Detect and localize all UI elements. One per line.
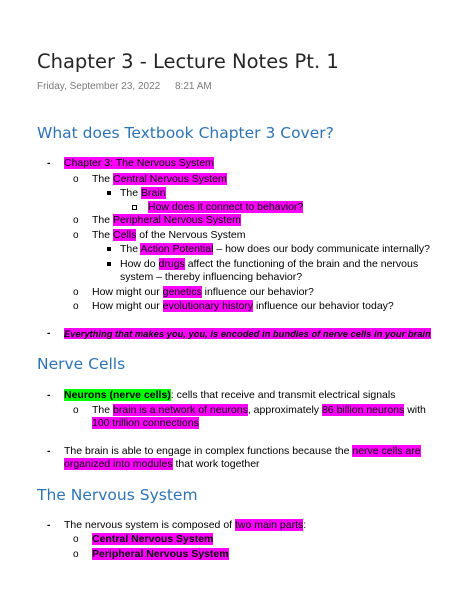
highlight: Cells [113, 229, 137, 241]
circle-bullet: o [73, 215, 79, 226]
circle-bullet: o [73, 287, 79, 298]
highlight: Peripheral Nervous System [92, 548, 229, 560]
highlight: Everything that makes you, you, is encoded in bundles of nerve cells in your brain [64, 328, 431, 339]
outline-item: Neurons (nerve cells): cells that receive and transmit electrical signals [64, 389, 396, 401]
dash-bullet: - [47, 327, 51, 339]
highlight: two main parts [235, 519, 304, 531]
highlight: How does it connect to behavior? [148, 201, 304, 213]
section-heading-textbook: What does Textbook Chapter 3 Cover? [37, 124, 334, 142]
outline-item: The nervous system is composed of two main parts: [64, 519, 307, 531]
outline-item [92, 548, 229, 561]
outline-item: The brain is a network of neurons, approximately 86 billion neurons with [92, 404, 426, 416]
highlight: drugs [158, 258, 185, 270]
outline-item [148, 201, 303, 214]
highlight: organized into modules [64, 458, 173, 470]
dash-bullet: - [47, 519, 51, 531]
dash-bullet: - [47, 157, 51, 169]
page-date: Friday, September 23, 2022 [37, 81, 161, 92]
outline-item [64, 157, 214, 170]
outline-item [92, 533, 213, 546]
outline-item: The Central Nervous System [92, 173, 227, 185]
highlight-green: Neurons (nerve cells) [64, 389, 171, 401]
outline-item: The Action Potential – how does our body communicate internally? [120, 243, 430, 255]
square-bullet [107, 247, 111, 251]
highlight: Central Nervous System [92, 533, 214, 545]
highlight: Central Nervous System [113, 173, 227, 185]
circle-bullet: o [73, 549, 79, 560]
dash-bullet: - [47, 389, 51, 401]
page-time: 8:21 AM [175, 81, 212, 92]
highlight: brain is a network of neurons [113, 404, 248, 416]
square-bullet [107, 191, 111, 195]
highlight: evolutionary history [162, 300, 254, 312]
circle-bullet: o [73, 534, 79, 545]
section-heading-nervous-system: The Nervous System [37, 486, 198, 504]
outline-item: How do drugs affect the functioning of the brain and the nervous [120, 258, 419, 270]
highlight: 86 billion neurons [321, 404, 405, 416]
highlight: Peripheral Nervous System [113, 214, 241, 226]
key-takeaway [64, 327, 431, 340]
outline-item-continued: organized into modules that work together [64, 458, 260, 470]
outline-item: The Cells of the Nervous System [92, 229, 246, 241]
highlight: Chapter 3: The Nervous System [64, 157, 214, 169]
highlight: genetics [162, 286, 202, 298]
highlight: 100 trillion connections [92, 417, 199, 429]
circle-bullet: o [73, 174, 79, 185]
outline-item: How might our genetics influence our behavior? [92, 286, 314, 298]
square-bullet [107, 262, 111, 266]
dash-bullet: - [47, 445, 51, 457]
outline-item-continued [92, 417, 199, 430]
circle-bullet: o [73, 230, 79, 241]
outline-item-continued: system – thereby influencing behavior? [120, 271, 303, 283]
hollow-square-bullet [132, 205, 137, 210]
highlight: nerve cells are [352, 445, 421, 457]
outline-item: The Brain [120, 187, 166, 199]
outline-item: The brain is able to engage in complex functions because the nerve cells are [64, 445, 421, 457]
outline-item: The Peripheral Nervous System [92, 214, 241, 226]
highlight: Brain [141, 187, 166, 199]
page-title: Chapter 3 - Lecture Notes Pt. 1 [37, 50, 339, 73]
circle-bullet: o [73, 405, 79, 416]
highlight: Action Potential [140, 243, 214, 255]
outline-item: How might our evolutionary history influence our behavior today? [92, 300, 394, 312]
section-heading-nerve-cells: Nerve Cells [37, 355, 126, 373]
circle-bullet: o [73, 301, 79, 312]
